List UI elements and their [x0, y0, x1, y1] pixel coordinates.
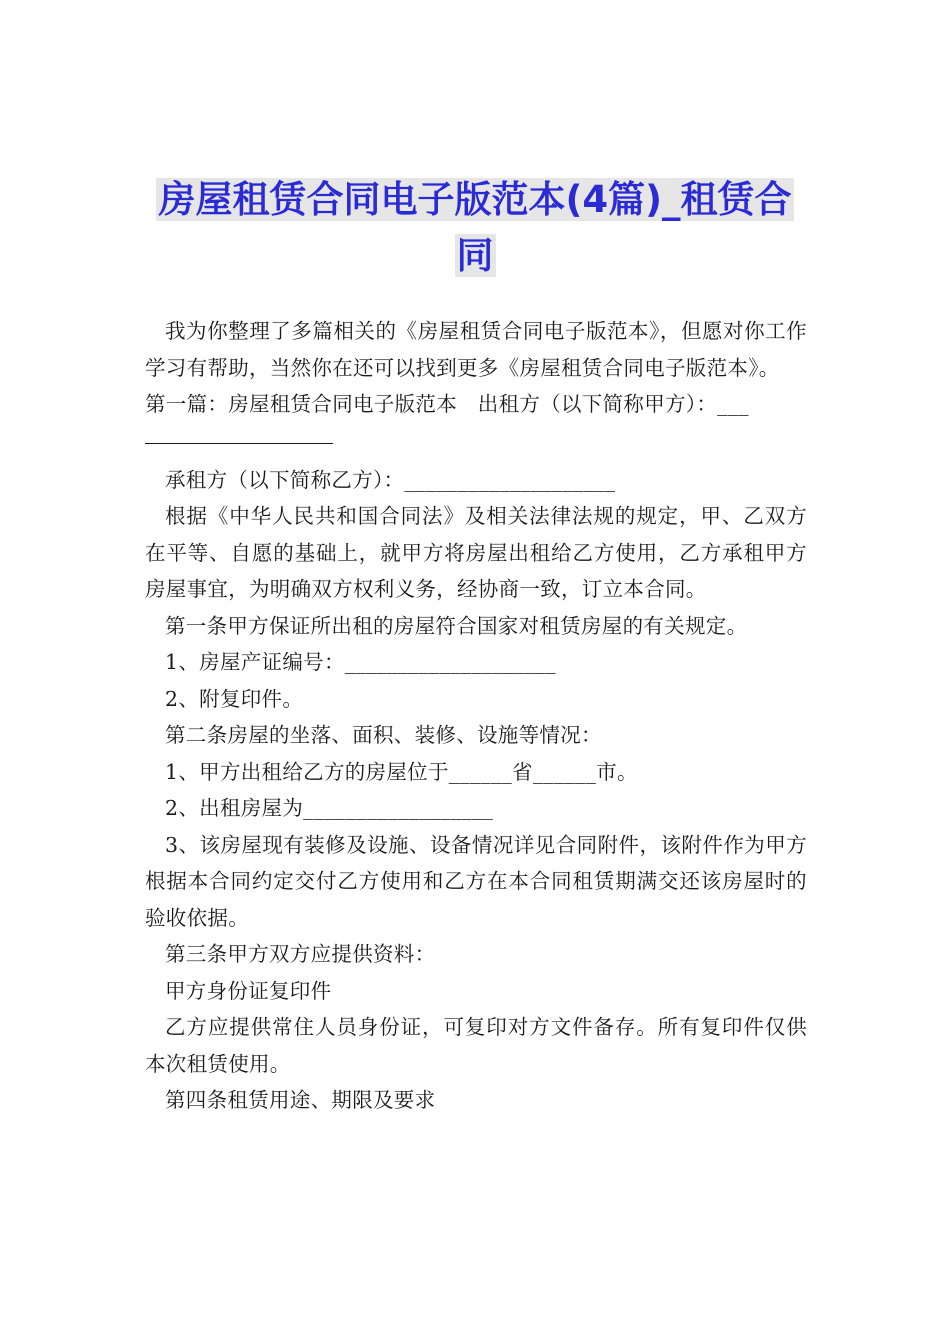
paragraph-first-article: 第一篇：房屋租赁合同电子版范本 出租方（以下简称甲方）：___: [145, 392, 749, 416]
document-body: [145, 313, 807, 1119]
paragraph-house-type: 2、出租房屋为__________________: [165, 796, 494, 820]
paragraph-article-1: 第一条甲方保证所出租的房屋符合国家对租赁房屋的有关规定。: [165, 613, 748, 638]
title-line-1: 房屋租赁合同电子版范本(4篇)_租赁合: [158, 178, 792, 221]
paragraph-legal-basis: 根据《中华人民共和国合同法》及相关法律法规的规定，甲、乙双方在平等、自愿的基础上，就甲方将房屋出租给乙方使用，乙方承租甲方房屋事宜，为明确双方权利义务，经协商一致，订立本合同。: [145, 504, 807, 601]
paragraph-attach-copy: 2、附复印件。: [165, 686, 304, 711]
paragraph-location: 1、甲方出租给乙方的房屋位于______省______市。: [165, 759, 638, 784]
lessor-name-blank: [145, 423, 333, 444]
paragraph-cert-number: 1、房屋产证编号：____________________: [165, 650, 556, 674]
title-line-2: 同: [456, 234, 494, 277]
paragraph-facilities: 3、该房屋现有装修及设施、设备情况详见合同附件，该附件作为甲方根据本合同约定交付乙方使用和乙方在本合同租赁期满交还该房屋时的验收依据。: [145, 832, 807, 930]
paragraph-article-4: 第四条租赁用途、期限及要求: [165, 1088, 436, 1112]
paragraph-article-3: 第三条甲方双方应提供资料：: [165, 942, 436, 966]
intro-paragraph: 我为你整理了多篇相关的《房屋租赁合同电子版范本》，但愿对你工作学习有帮助，当然你在还可以找到更多《房屋租赁合同电子版范本》。: [145, 319, 807, 380]
document-title: [140, 172, 810, 284]
paragraph-lessor-id: 甲方身份证复印件: [165, 978, 332, 1003]
paragraph-article-2: 第二条房屋的坐落、面积、装修、设施等情况：: [165, 723, 602, 747]
paragraph-lessee: 承租方（以下简称乙方）：____________________: [165, 467, 616, 492]
paragraph-lessee-id: 乙方应提供常住人员身份证，可复印对方文件备存。所有复印件仅供本次租赁使用。: [145, 1015, 807, 1076]
